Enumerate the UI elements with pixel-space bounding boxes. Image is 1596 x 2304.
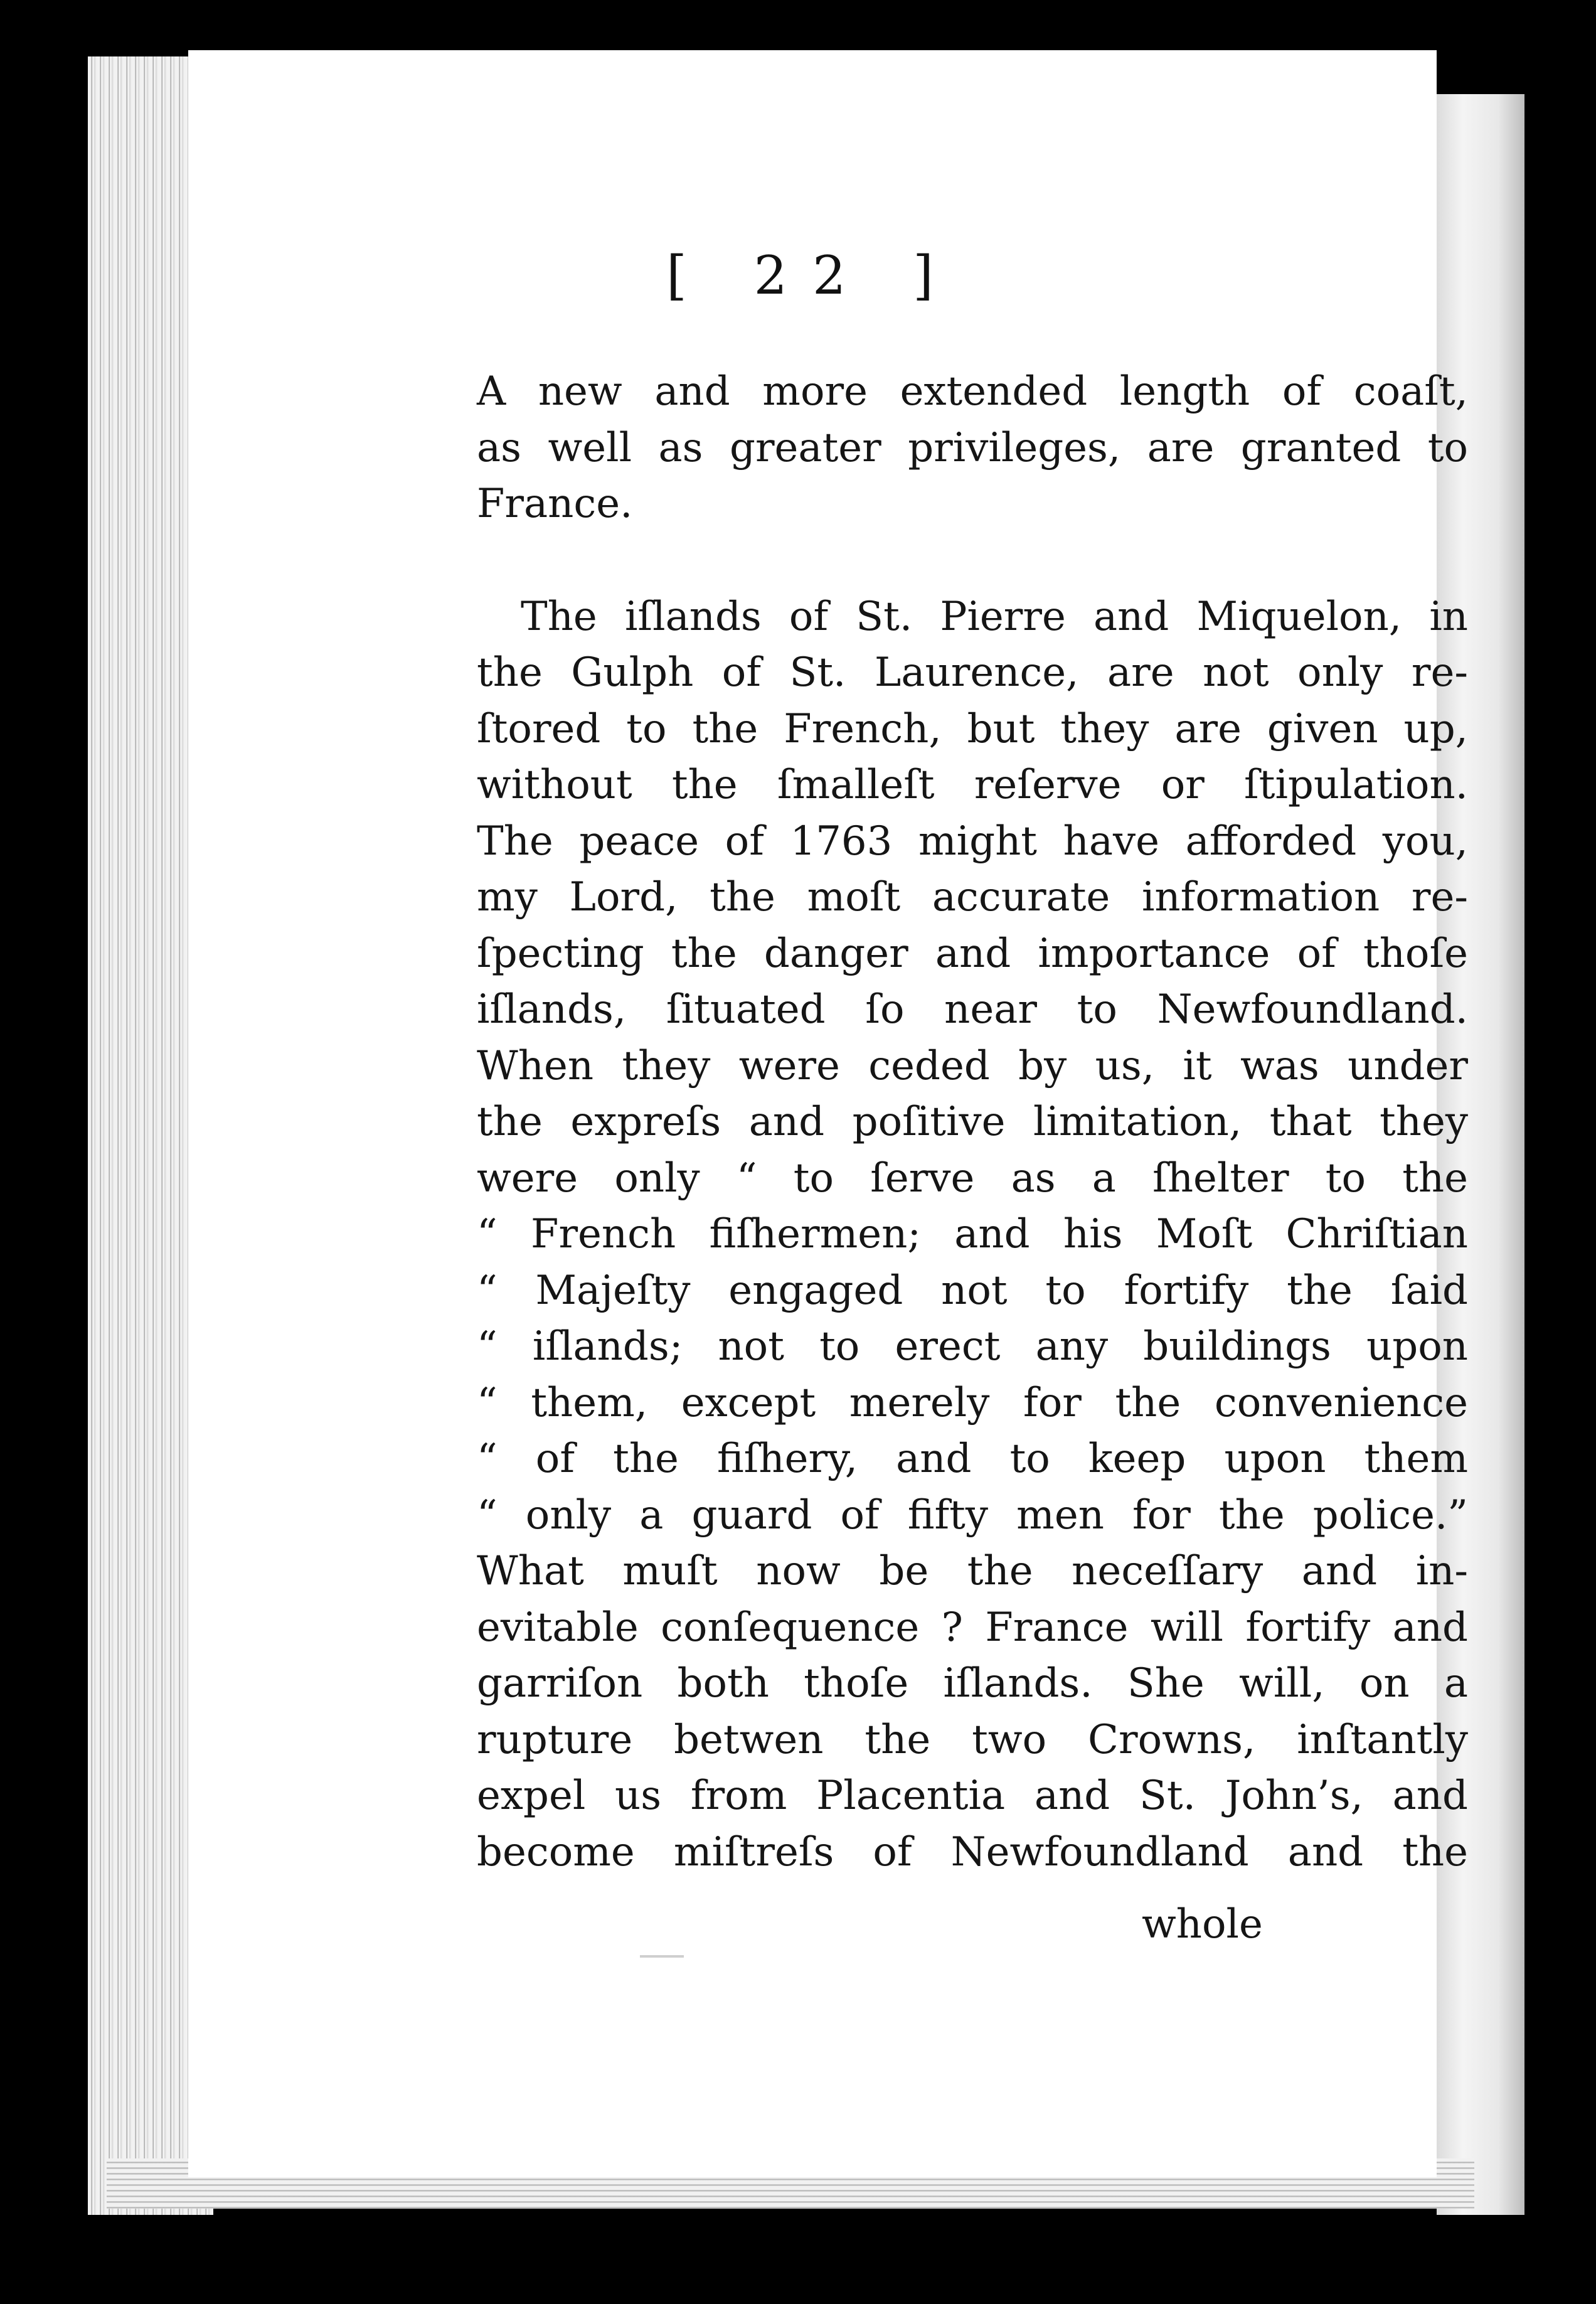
text-line: “ French fiſhermen; and his Moſt Chriſtian bbox=[477, 1211, 1468, 1257]
text-line: The peace of 1763 might have afforded you, bbox=[477, 818, 1468, 865]
text-line: What muſt now be the neceſſary and in- bbox=[477, 1548, 1468, 1594]
text-line: When they were ceded by us, it was under bbox=[477, 1042, 1468, 1089]
text-line: without the ſmalleſt reſerve or ſtipulation. bbox=[477, 762, 1468, 808]
text-line: ſtored to the French, but they are given up, bbox=[477, 705, 1468, 752]
text-line: “ iſlands; not to erect any buildings upon bbox=[477, 1323, 1468, 1370]
text-line: my Lord, the moſt accurate information re- bbox=[477, 874, 1468, 920]
book-page bbox=[188, 50, 1468, 2177]
text-line: “ of the fiſhery, and to keep upon them bbox=[477, 1436, 1468, 1482]
ink-smudge bbox=[640, 1955, 684, 1958]
text-line: become miſtreſs of Newfoundland and the bbox=[477, 1828, 1468, 1875]
text-line: expel us from Placentia and St. John’s, and bbox=[477, 1773, 1468, 1819]
text-line: the Gulph of St. Laurence, are not only re- bbox=[477, 649, 1468, 696]
text-line: evitable conſequence ? France will fortify and bbox=[477, 1604, 1468, 1651]
text-line: rupture betwen the two Crowns, inſtantly bbox=[477, 1716, 1468, 1763]
text-line: were only “ to ſerve as a ſhelter to the bbox=[477, 1155, 1468, 1202]
text-line: “ them, except merely for the convenience bbox=[477, 1379, 1468, 1426]
text-line: ſpecting the danger and importance of thoſe bbox=[477, 930, 1468, 977]
text-line: A new and more extended length of coaſt, bbox=[477, 368, 1468, 415]
text-line: garriſon both thoſe iſlands. She will, on a bbox=[477, 1660, 1468, 1707]
page-text bbox=[477, 364, 1468, 1880]
page-number: [ 22 ] bbox=[666, 245, 959, 306]
text-line: as well as greater privileges, are granted to bbox=[477, 424, 1468, 471]
text-line: France. bbox=[477, 481, 633, 527]
text-line: “ Majeſty engaged not to fortify the ſaid bbox=[477, 1267, 1468, 1314]
text-line: “ only a guard of fifty men for the police.” bbox=[477, 1491, 1468, 1539]
paragraph-gap bbox=[477, 533, 1468, 589]
text-line: iſlands, ſituated ſo near to Newfoundland. bbox=[477, 986, 1468, 1033]
text-line: The iſlands of St. Pierre and Miquelon, in bbox=[521, 593, 1468, 640]
catchword: whole bbox=[1142, 1901, 1263, 1948]
text-line: the expreſs and poſitive limitation, that they bbox=[477, 1099, 1468, 1145]
